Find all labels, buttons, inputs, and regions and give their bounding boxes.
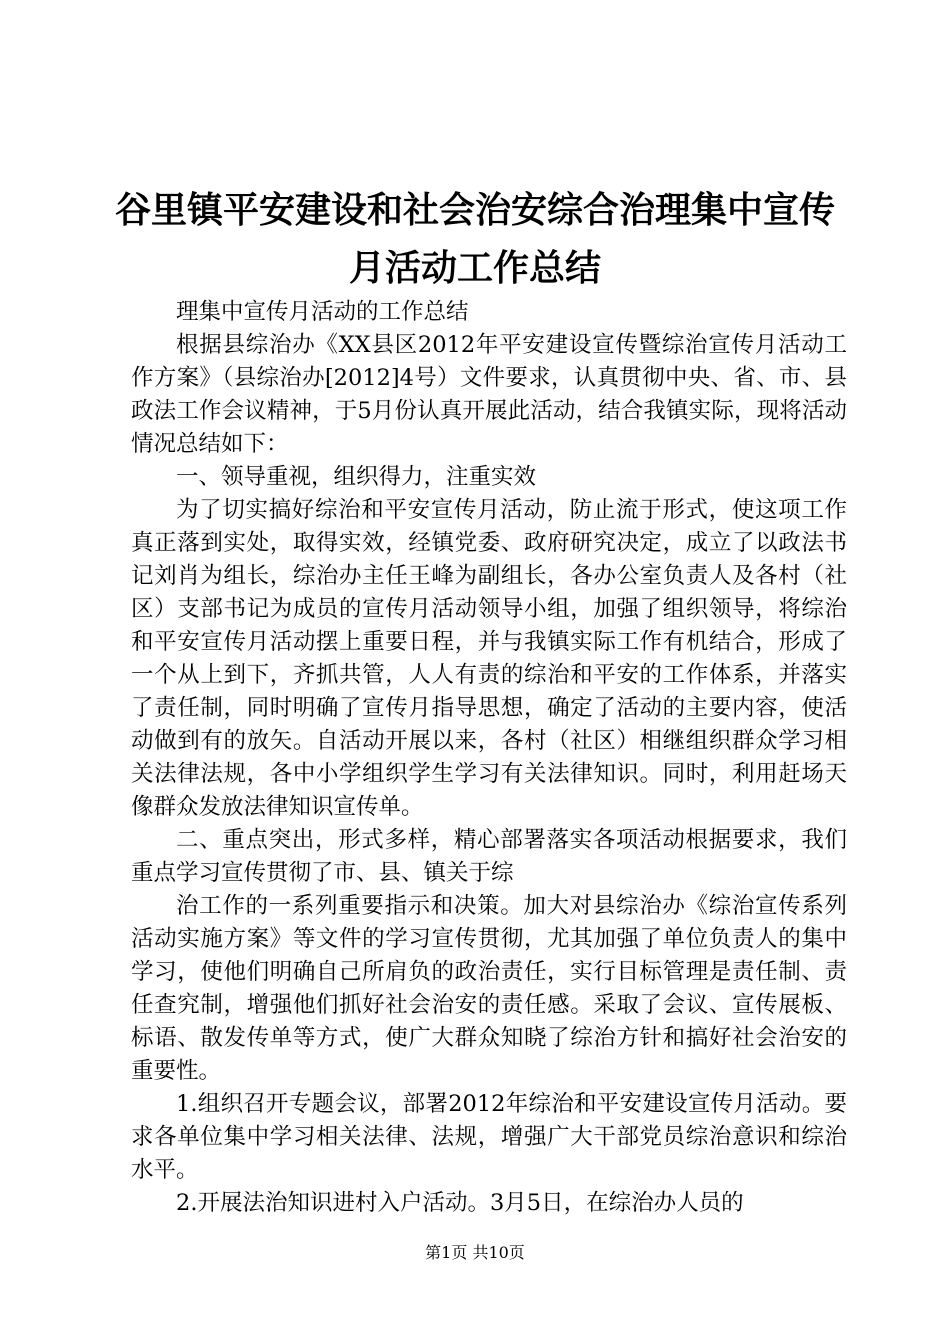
body-paragraph: 治工作的一系列重要指示和决策。加大对县综治办《综治宣传系列活动实施方案》等文件的学习宣传贯彻，尤其加强了单位负责人的集中学习，使他们明确自己所肩负的政治责任，实行目标管理是责任制、责任查究制，增强他们抓好社会治安的责任感。采取了会议、宣传展板、标语、散发传单等方式，使广大群众知晓了综治方针和搞好社会治安的重要性。 bbox=[131, 893, 847, 1084]
section-heading: 二、重点突出，形式多样，精心部署落实各项活动根据要求，我们重点学习宣传贯彻了市、县、镇关于综 bbox=[131, 827, 847, 886]
list-item: 2.开展法治知识进村入户活动。3月5日，在综治办人员的 bbox=[176, 1190, 744, 1216]
list-item: 1.组织召开专题会议，部署2012年综治和平安建设宣传月活动。要求各单位集中学习相关法律、法规，增强广大干部党员综治意识和综治水平。 bbox=[131, 1091, 847, 1183]
body-paragraph: 理集中宣传月活动的工作总结 bbox=[176, 299, 469, 325]
body-paragraph: 为了切实搞好综治和平安宣传月活动，防止流于形式，使这项工作真正落到实处，取得实效，经镇党委、政府研究决定，成立了以政法书记刘肖为组长，综治办主任王峰为副组长，各办公室负责人及各村（社区）支部书记为成员的宣传月活动领导小组，加强了组织领导，将综治和平安宣传月活动摆上重要日程，并与我镇实际工作有机结合，形成了一个从上到下，齐抓共管，人人有责的综治和平安的工作体系，并落实了责任制，同时明确了宣传月指导思想，确定了活动的主要内容，使活动做到有的放矢。自活动开展以来，各村（社区）相继组织群众学习相关法律法规，各中小学组织学生学习有关法律知识。同时，利用赶场天像群众发放法律知识宣传单。 bbox=[131, 497, 847, 820]
document-body bbox=[131, 296, 847, 1220]
document-title-line-2: 月活动工作总结 bbox=[348, 247, 601, 289]
page-footer: 第1页 共10页 bbox=[425, 1243, 525, 1262]
document-title-line-1: 谷里镇平安建设和社会治安综合治理集中宣传 bbox=[114, 189, 835, 231]
section-heading: 一、领导重视，组织得力，注重实效 bbox=[176, 464, 537, 490]
body-paragraph: 根据县综治办《XX县区2012年平安建设宣传暨综治宣传月活动工作方案》（县综治办[2012]4号）文件要求，认真贯彻中央、省、市、县政法工作会议精神，于5月份认真开展此活动，结合我镇实际，现将活动情况总结如下： bbox=[131, 332, 847, 457]
